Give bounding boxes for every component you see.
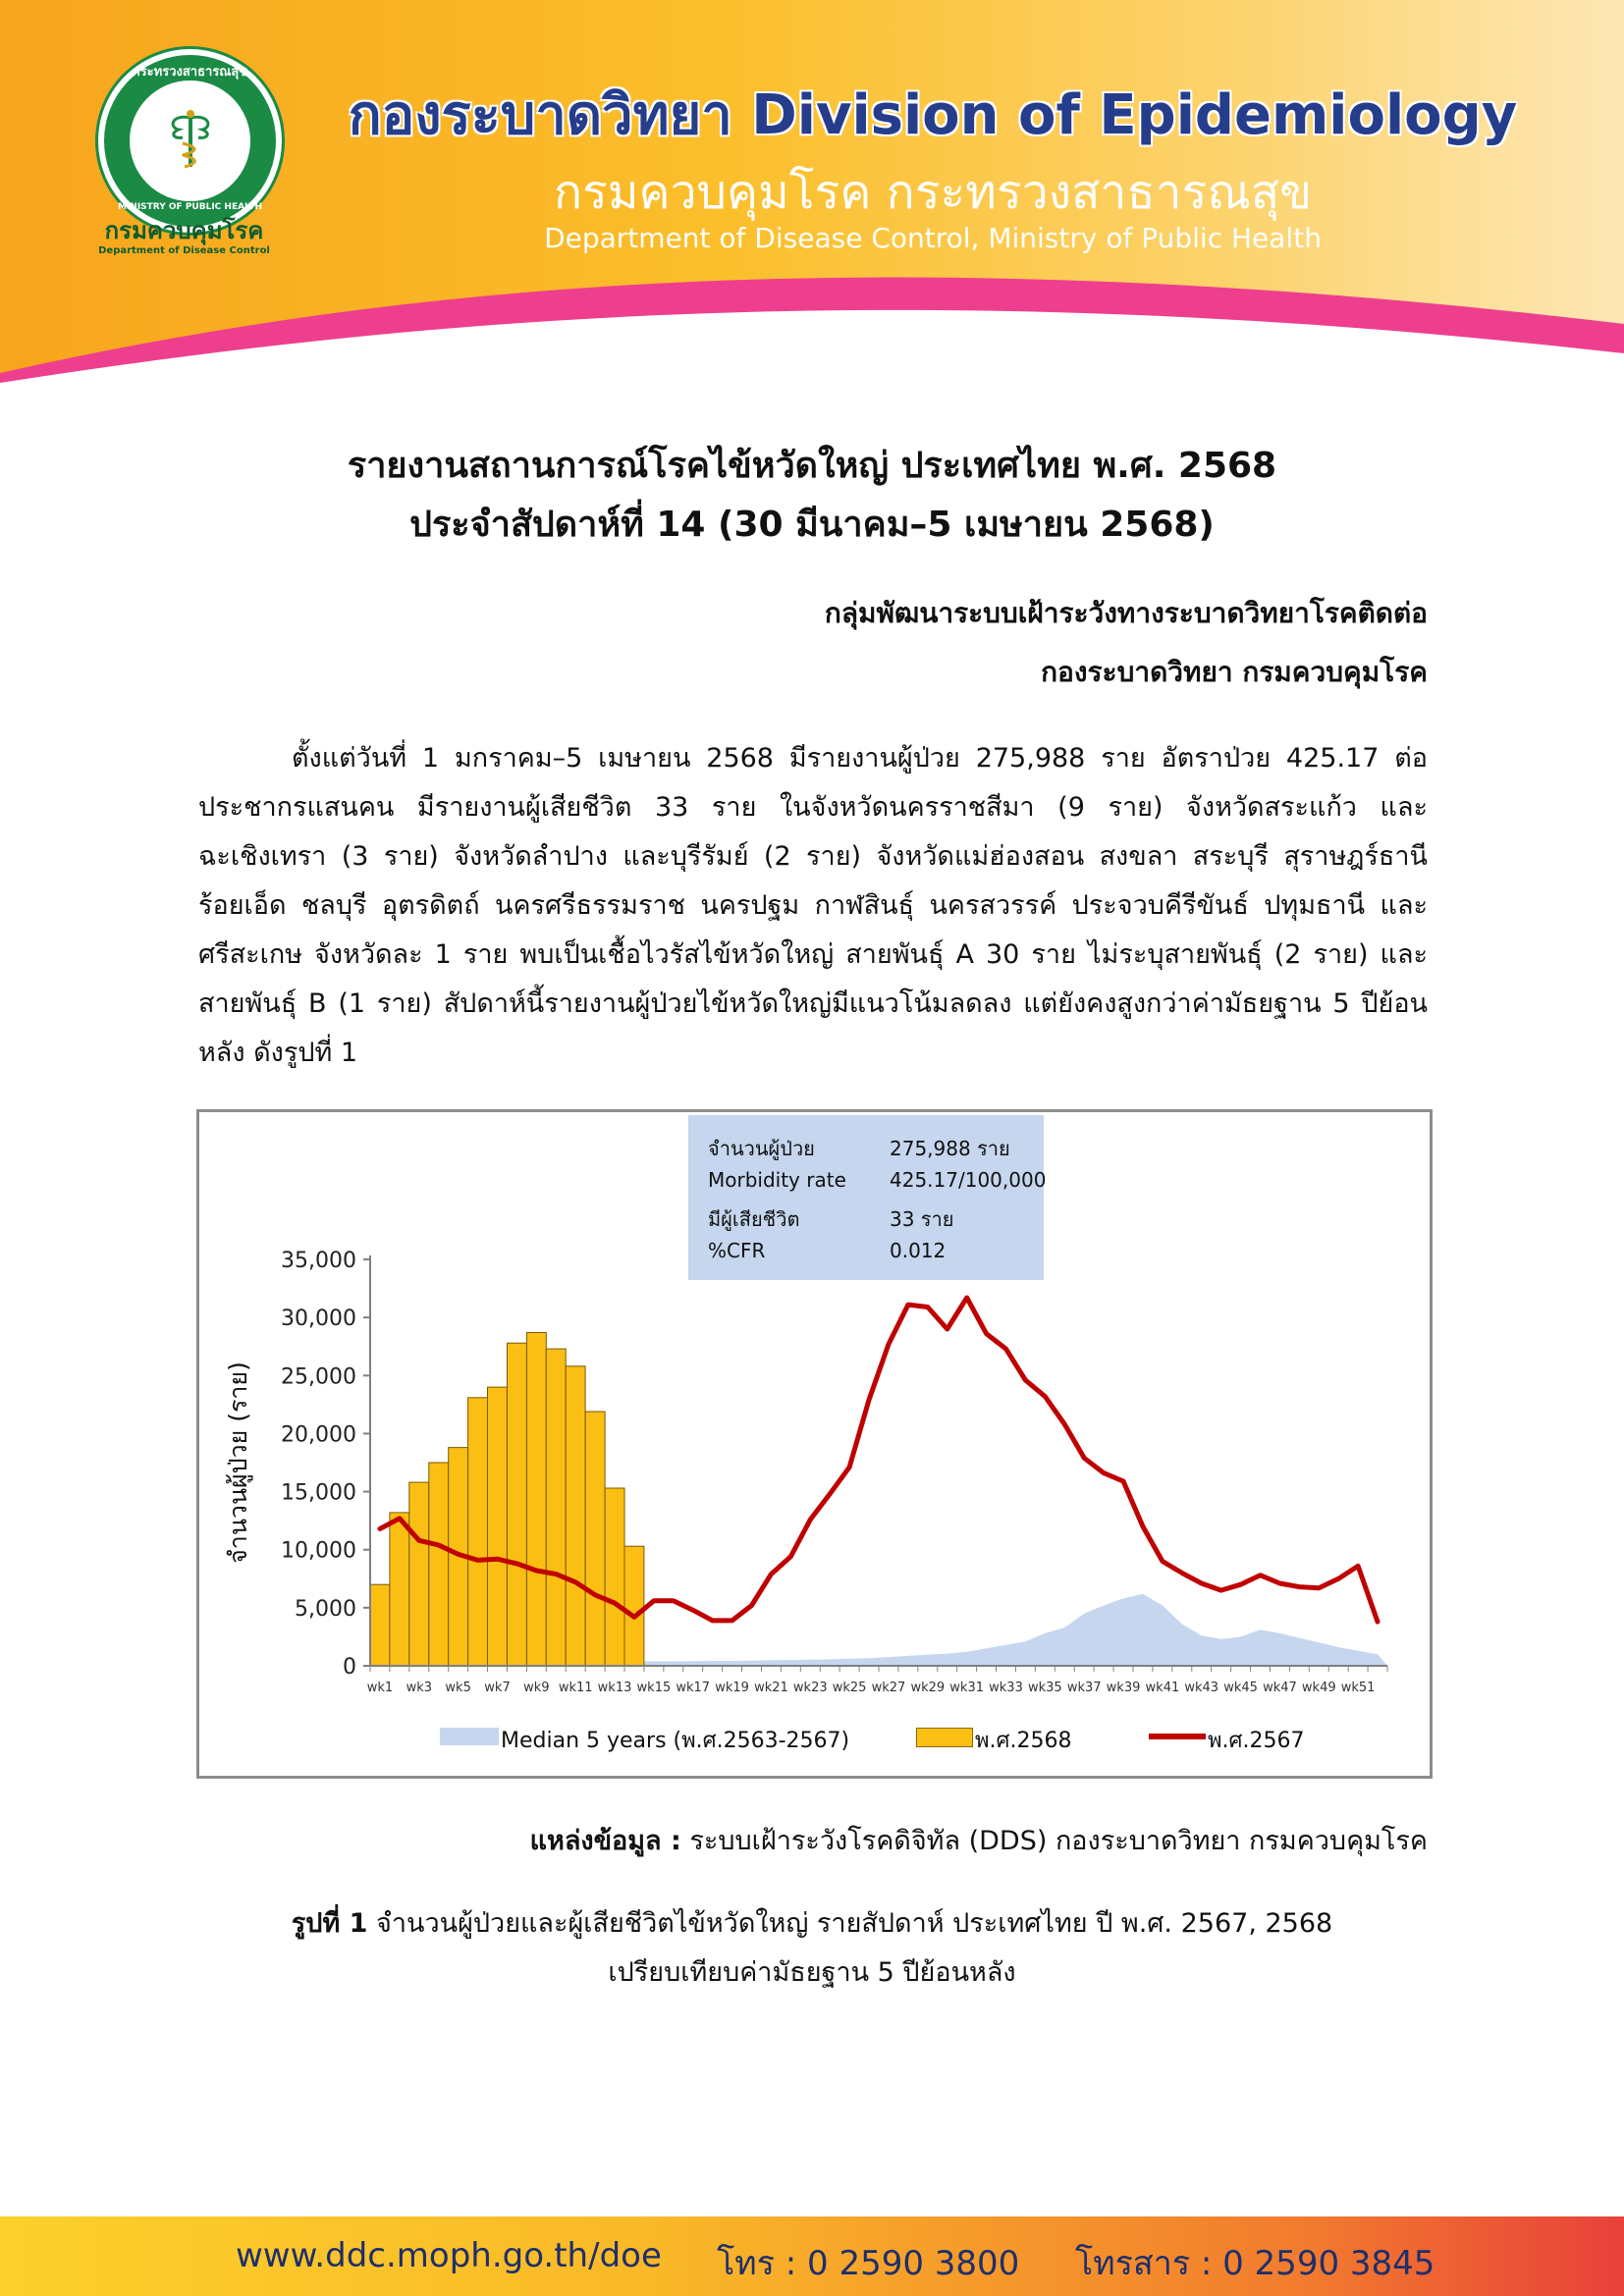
bar-wk12	[585, 1412, 605, 1666]
y-tick-label: 5,000	[295, 1596, 356, 1622]
logo-inner	[130, 80, 250, 201]
y-tick-label: 30,000	[281, 1307, 356, 1332]
caption-label: รูปที่ 1	[291, 1908, 368, 1939]
legend-swatch-2568	[916, 1728, 973, 1747]
summary-paragraph: ตั้งแต่วันที่ 1 มกราคม–5 เมษายน 2568 มีรายงานผู้ป่วย 275,988 ราย อัตราป่วย 425.17 ต่อประชากรแสนคน มีรายงานผู้เสียชีวิต 33 ราย ในจังหวัดนครราชสีมา (9 ราย) จังหวัดสระแก้ว และฉะเชิงเทรา (3 ราย) จังหวัดลำปาง และบุรีรัมย์ (2 ราย) จังหวัดแม่ฮ่องสอน สงขลา สระบุรี สุราษฎร์ธานี ร้อยเอ็ด ชลบุรี อุตรดิตถ์ นครศรีธรรมราช นครปฐม กาฬสินธุ์ นครสวรรค์ ประจวบคีรีขันธ์ ปทุมธานี และศรีสะเกษ จังหวัดละ 1 ราย พบเป็นเชื้อไวรัสไข้หวัดใหญ่ สายพันธุ์ A 30 ราย ไม่ระบุสายพันธุ์ (2 ราย) และสายพันธุ์ B (1 ราย) สัปดาห์นี้รายงานผู้ป่วยไข้หวัดใหญ่มีแนวโน้มลดลง แต่ยังคงสูงกว่าค่ามัธยฐาน 5 ปีย้อนหลัง ดังรูปที่ 1	[198, 743, 1428, 1068]
x-tick-label: wk37	[1066, 1681, 1102, 1695]
y-axis-title: จำนวนผู้ป่วย (ราย)	[224, 1362, 252, 1564]
x-tick-label: wk33	[989, 1681, 1023, 1695]
chart-container	[196, 1109, 1433, 1779]
stats-label: Morbidity rate	[708, 1168, 846, 1192]
header-banner	[0, 0, 1624, 383]
x-tick-label: wk35	[1027, 1681, 1062, 1695]
stats-label: มีผู้เสียชีวิต	[708, 1207, 800, 1231]
stats-value: 275,988 ราย	[890, 1137, 1010, 1160]
x-tick-label: wk45	[1223, 1681, 1258, 1695]
bar-wk10	[546, 1349, 566, 1666]
stats-value: 33 ราย	[890, 1207, 954, 1231]
data-source	[147, 1819, 1428, 1861]
caption-line2: เปรียบเทียบค่ามัธยฐาน 5 ปีย้อนหลัง	[608, 1957, 1016, 1988]
logo-caption: กรมควบคุมโรค	[104, 217, 264, 244]
y-tick-label: 15,000	[281, 1480, 356, 1506]
logo-ring-text: กระทรวงสาธารณสุข	[132, 65, 248, 80]
footer-website[interactable]: www.ddc.moph.go.th/doe	[236, 2236, 662, 2275]
x-tick-label: wk25	[832, 1681, 867, 1695]
report-title-line2: ประจำสัปดาห์ที่ 14 (30 มีนาคม–5 เมษายน 2568)	[409, 505, 1215, 545]
x-tick-label: wk23	[792, 1681, 828, 1695]
header-subtitle-en: Department of Disease Control, Ministry of Public Health	[544, 222, 1322, 254]
x-tick-label: wk21	[754, 1681, 788, 1695]
legend-label-2568: พ.ศ.2568	[975, 1729, 1072, 1753]
x-tick-label: wk51	[1340, 1681, 1376, 1695]
stats-label: %CFR	[708, 1239, 766, 1262]
org-line1: กลุ่มพัฒนาระบบเฝ้าระวังทางระบาดวิทยาโรคติดต่อ	[824, 597, 1428, 629]
x-tick-label: wk17	[676, 1681, 711, 1695]
x-tick-label: wk49	[1301, 1681, 1336, 1695]
x-tick-label: wk41	[1145, 1681, 1180, 1695]
x-tick-label: wk13	[597, 1681, 632, 1695]
logo-ring-text-en: MINISTRY OF PUBLIC HEALTH	[118, 202, 262, 212]
y-tick-label: 0	[343, 1655, 356, 1680]
logo-caption-en: Department of Disease Control	[98, 245, 270, 256]
bar-wk1	[370, 1584, 390, 1666]
header-wave	[0, 245, 1624, 383]
bar-wk2	[390, 1513, 409, 1666]
report-title-line1: รายงานสถานการณ์โรคไข้หวัดใหญ่ ประเทศไทย พ.ศ. 2568	[347, 446, 1277, 486]
x-tick-label: wk39	[1106, 1681, 1141, 1695]
bar-wk8	[508, 1343, 527, 1666]
stats-value: 0.012	[890, 1239, 947, 1262]
source-label: แหล่งข้อมูล :	[529, 1826, 681, 1856]
footer-bar	[0, 2216, 1624, 2296]
bar-wk9	[526, 1333, 546, 1667]
x-tick-label: wk31	[949, 1681, 985, 1695]
report-title	[147, 437, 1477, 555]
source-text: ระบบเฝ้าระวังโรคดิจิทัล (DDS) กองระบาดวิทยา กรมควบคุมโรค	[689, 1826, 1428, 1856]
legend-label-2567: พ.ศ.2567	[1208, 1729, 1305, 1753]
x-tick-label: wk5	[445, 1681, 471, 1695]
x-tick-label: wk11	[558, 1681, 593, 1695]
y-tick-label: 20,000	[281, 1422, 356, 1448]
report-organization	[147, 584, 1428, 702]
x-tick-label: wk47	[1263, 1681, 1297, 1695]
x-tick-label: wk7	[484, 1681, 511, 1695]
legend-label-median: Median 5 years (พ.ศ.2563-2567)	[501, 1729, 850, 1753]
header-title: กองระบาดวิทยา Division of Epidemiology	[348, 83, 1518, 147]
y-tick-label: 10,000	[281, 1538, 356, 1564]
x-tick-label: wk3	[406, 1681, 433, 1695]
bar-wk11	[566, 1366, 585, 1666]
stats-value: 425.17/100,000	[890, 1168, 1047, 1192]
x-tick-label: wk15	[636, 1681, 672, 1695]
bar-wk4	[429, 1463, 449, 1666]
x-tick-label: wk43	[1184, 1681, 1219, 1695]
y-tick-label: 25,000	[281, 1364, 356, 1390]
bar-wk3	[409, 1482, 429, 1666]
bar-wk13	[605, 1488, 624, 1666]
org-line2: กองระบาดวิทยา กรมควบคุมโรค	[1041, 656, 1428, 688]
legend-swatch-median	[440, 1728, 499, 1745]
figure-caption	[147, 1899, 1477, 1998]
x-tick-label: wk27	[871, 1681, 906, 1695]
footer-phone: โทร : 0 2590 3800	[717, 2244, 1020, 2283]
x-tick-label: wk1	[366, 1681, 394, 1695]
footer-fax: โทรสาร : 0 2590 3845	[1075, 2244, 1435, 2283]
x-tick-label: wk19	[715, 1681, 749, 1695]
stats-box	[688, 1115, 1047, 1280]
bar-wk6	[468, 1398, 488, 1666]
bar-wk7	[488, 1387, 508, 1666]
caption-text: จำนวนผู้ป่วยและผู้เสียชีวิตไข้หวัดใหญ่ รายสัปดาห์ ประเทศไทย ปี พ.ศ. 2567, 2568	[376, 1908, 1333, 1939]
caption-line1	[147, 1899, 1477, 1949]
stats-label: จำนวนผู้ป่วย	[708, 1137, 815, 1160]
bar-wk14	[624, 1546, 644, 1666]
legend-swatch-2567	[1149, 1734, 1206, 1739]
header-subtitle-th: กรมควบคุมโรค กระทรวงสาธารณสุข	[553, 165, 1313, 220]
x-tick-label: wk29	[910, 1681, 946, 1695]
ministry-logo	[98, 49, 282, 233]
caduceus-icon	[165, 110, 216, 169]
x-tick-label: wk9	[523, 1681, 550, 1695]
y-tick-label: 35,000	[281, 1249, 356, 1273]
